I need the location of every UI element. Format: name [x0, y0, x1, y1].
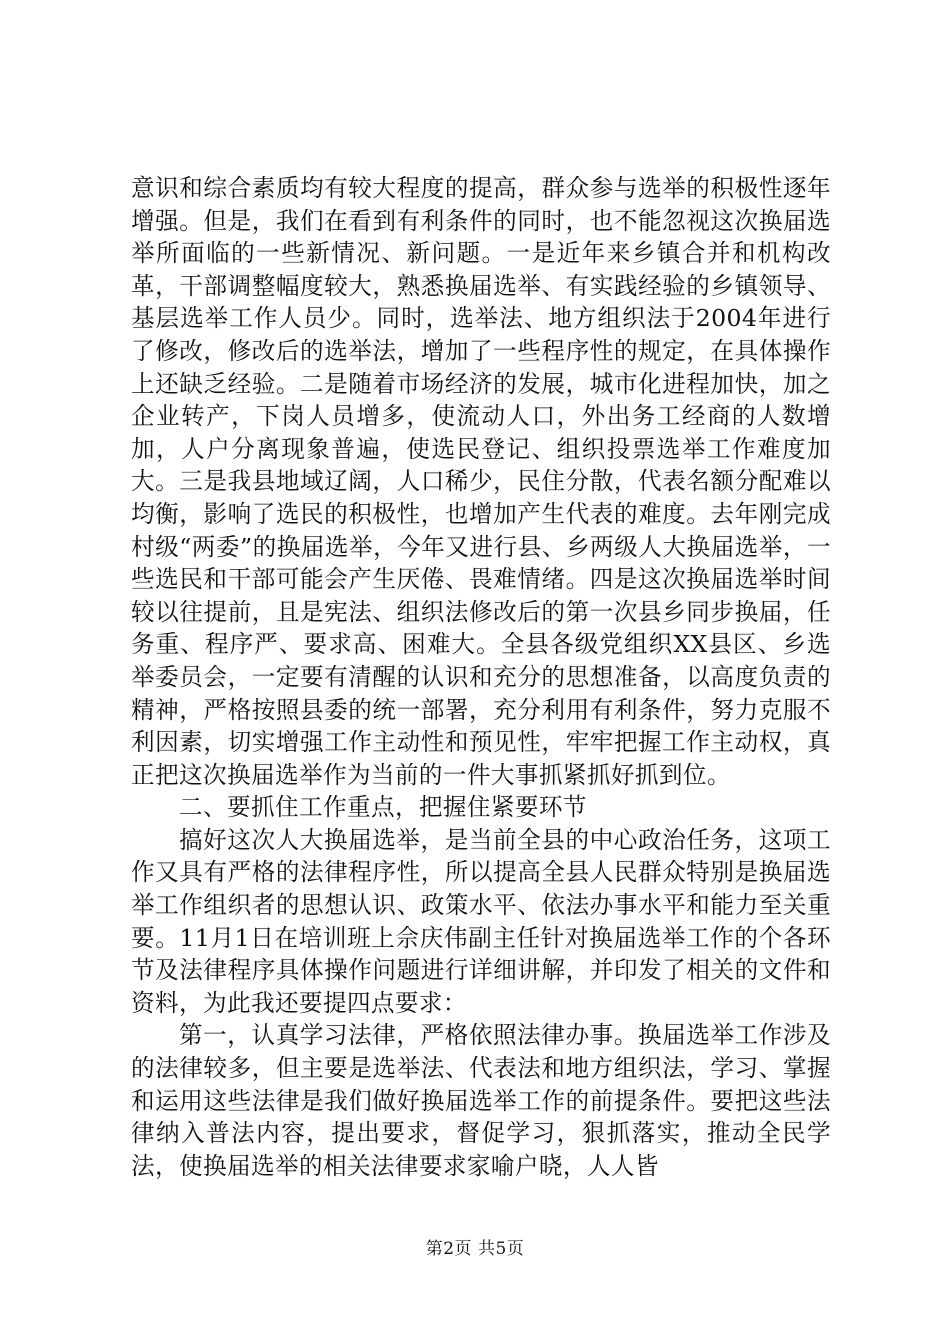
- paragraph: 搞好这次人大换届选举，是当前全县的中心政治任务，这项工作又具有严格的法律程序性，所以提高全县人民群众特别是换届选举工作组织者的思想认识、政策水平、依法办事水平和能力至关重要。11月1日在培训班上佘庆伟副主任针对换届选举工作的个各环节及法律程序具体操作问题进行详细讲解，并印发了相关的文件和资料，为此我还要提四点要求：: [131, 825, 831, 1017]
- document-body: [131, 172, 831, 1182]
- paragraph-continuation: 意识和综合素质均有较大程度的提高，群众参与选举的积极性逐年增强。但是，我们在看到有利条件的同时，也不能忽视这次换届选举所面临的一些新情况、新问题。一是近年来乡镇合并和机构改革，干部调整幅度较大，熟悉换届选举、有实践经验的乡镇领导、基层选举工作人员少。同时，选举法、地方组织法于2004年进行了修改，修改后的选举法，增加了一些程序性的规定，在具体操作上还缺乏经验。二是随着市场经济的发展，城市化进程加快，加之企业转产，下岗人员增多，使流动人口，外出务工经商的人数增加，人户分离现象普遍，使选民登记、组织投票选举工作难度加大。三是我县地域辽阔，人口稀少，民住分散，代表名额分配难以均衡，影响了选民的积极性，也增加产生代表的难度。去年刚完成村级“两委”的换届选举，今年又进行县、乡两级人大换届选举，一些选民和干部可能会产生厌倦、畏难情绪。四是这次换届选举时间较以往提前，且是宪法、组织法修改后的第一次县乡同步换届，任务重、程序严、要求高、困难大。全县各级党组织XX县区、乡选举委员会，一定要有清醒的认识和充分的思想准备，以高度负责的精神，严格按照县委的统一部署，充分利用有利条件，努力克服不利因素，切实增强工作主动性和预见性，牢牢把握工作主动权，真正把这次换届选举作为当前的一件大事抓紧抓好抓到位。: [131, 174, 831, 789]
- section-heading: 二、要抓住工作重点，把握住紧要环节: [179, 793, 587, 822]
- page-footer: 第2页 共5页: [425, 1239, 525, 1259]
- paragraph: 第一，认真学习法律，严格依照法律办事。换届选举工作涉及的法律较多，但主要是选举法、代表法和地方组织法，学习、掌握和运用这些法律是我们做好换届选举工作的前提条件。要把这些法律纳入普法内容，提出要求，督促学习，狠抓落实，推动全民学法，使换届选举的相关法律要求家喻户晓，人人皆: [131, 1021, 831, 1180]
